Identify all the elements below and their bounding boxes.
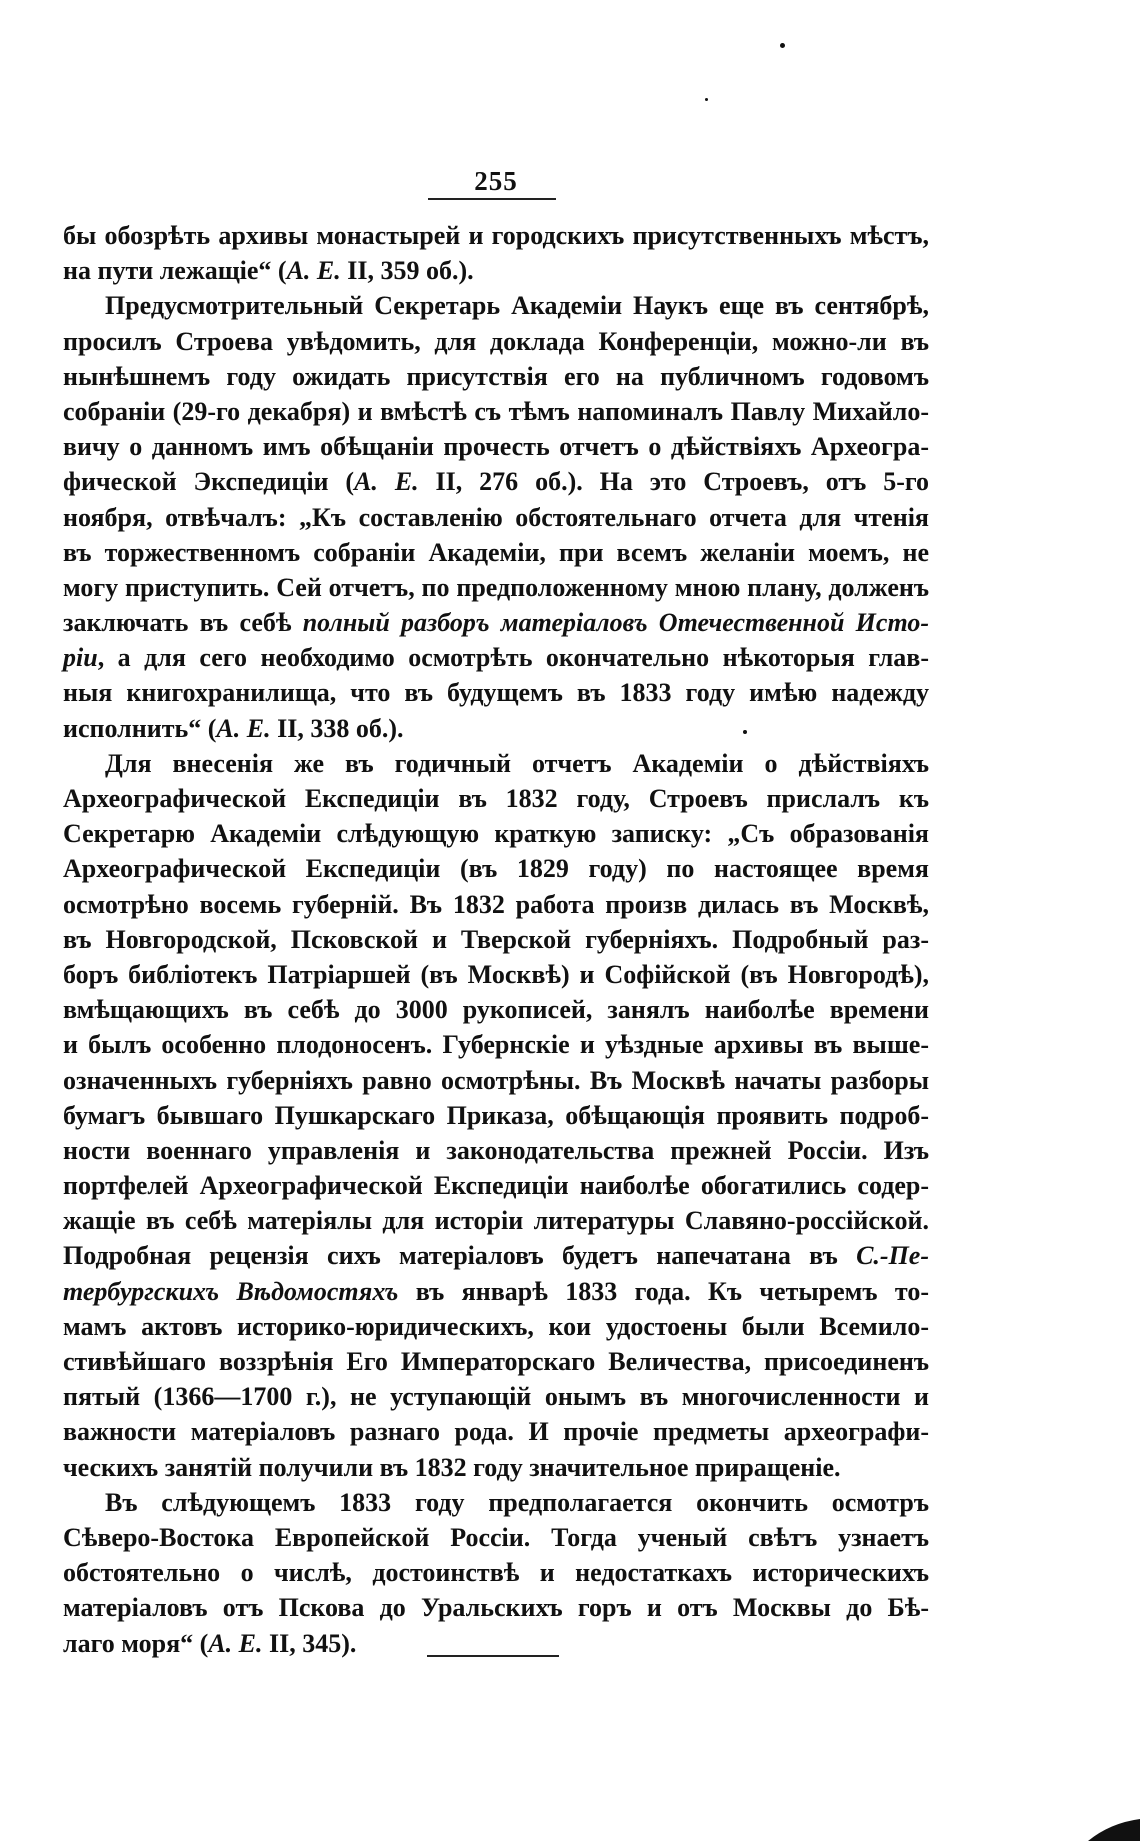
text-line [63,359,929,394]
text-line [63,605,929,640]
text-segment: вмѣщающихъ въ себѣ до 3000 рукописей, занялъ наиболѣе времени [63,995,929,1025]
text-segment: заключать въ себѣ [63,608,303,638]
text-segment: на пути лежащіе“ ( [63,256,287,286]
text-line [63,1379,929,1414]
text-line [63,1344,929,1379]
text-segment: Археографической Експедиціи въ 1832 году, Строевъ прислалъ къ [63,784,929,813]
text-line [63,1309,929,1344]
text-segment: исполнить“ ( [63,713,217,743]
text-segment: лаго моря“ ( [63,1628,209,1658]
text-line [63,1450,929,1485]
text-line [63,1274,929,1309]
print-speck [705,98,708,101]
text-line [63,640,929,675]
text-line [63,1485,929,1520]
end-rule [427,1655,559,1657]
text-line [63,253,929,288]
text-segment: пятый (1366—1700 г.), не уступающій онымъ въ многочисленности и [63,1382,929,1412]
italic-text: А. Е. [354,467,419,497]
text-segment: боръ библіотекъ Патріаршей (въ Москвѣ) и Софійской (въ Новгородѣ), [63,959,929,989]
text-line [63,711,929,746]
text-segment: могу приступить. Сей отчетъ, по предположенному мною плану, долженъ [63,572,929,602]
text-segment: II, 359 об.). [340,256,474,286]
text-segment: мамъ актовъ историко-юридическихъ, кои удостоены были Всемило- [63,1311,929,1341]
text-line [63,781,929,816]
text-line [63,1098,929,1133]
italic-text: полный разборъ матеріаловъ Отечественной Исто- [302,608,929,638]
text-segment: означенныхъ губерніяхъ равно осмотрѣны. Въ Москвѣ начаты разборы [63,1065,929,1095]
text-segment: Предусмотрительный Секретарь Академіи Наукъ еще въ сентябрѣ, [105,291,929,321]
text-segment: въ январѣ 1833 года. Къ четыремъ то- [398,1276,929,1306]
text-segment: Подробная рецензія сихъ матеріаловъ будетъ напечатана въ [63,1241,857,1271]
text-line [63,887,929,922]
text-segment: ноября, отвѣчалъ: „Къ составленію обстоятельнаго отчета для чтенія [63,502,929,532]
text-line [63,1168,929,1203]
text-segment: матеріаловъ отъ Пскова до Уральскихъ горъ и отъ Москвы до Бѣ- [63,1593,929,1623]
text-line [63,816,929,851]
text-segment: осмотрѣно восемь губерній. Въ 1832 работа произв дилась въ Москвѣ, [63,889,929,919]
text-segment: Для внесенія же въ годичный отчетъ Академіи о дѣйствіяхъ [105,748,929,778]
italic-text: ріи [63,643,98,673]
text-line [63,218,929,253]
text-line [63,429,929,464]
print-speck [743,730,747,734]
text-line [63,394,929,429]
text-line [63,535,929,570]
text-line [63,1590,929,1625]
text-segment: вичу о данномъ имъ обѣщаніи прочесть отчетъ о дѣйствіяхъ Археогра- [63,432,929,462]
italic-text: С.-Пе- [856,1241,929,1271]
text-line [63,1520,929,1555]
text-line [63,1414,929,1449]
text-line [63,1063,929,1098]
text-line [63,1133,929,1168]
text-segment: II, 345). [262,1628,357,1658]
text-line [63,288,929,323]
text-segment: II, 338 об.). [270,713,404,743]
page-number-rule [428,198,556,200]
corner-smudge [1080,1801,1140,1841]
text-line [63,957,929,992]
text-segment: ческихъ занятій получили въ 1832 году значительное приращеніе. [63,1452,841,1482]
text-segment: ности военнаго управленія и законодательства прежней Россіи. Изъ [63,1135,929,1165]
text-segment: жащіе въ себѣ матеріялы для исторіи литературы Славяно-россійской. [63,1206,929,1236]
body-text [63,218,929,1661]
text-line [63,746,929,781]
text-segment: нынѣшнемъ году ожидать присутствія его на публичномъ годовомъ [63,361,929,391]
text-line [63,675,929,710]
text-segment: Археографической Експедиціи (въ 1829 году) по настоящее время [63,854,929,884]
text-segment: бы обозрѣть архивы монастырей и городскихъ присутственныхъ мѣстъ, [63,221,929,250]
text-line [63,464,929,499]
text-line [63,1238,929,1273]
italic-text: А. Е. [216,713,271,743]
text-line [63,500,929,535]
text-segment: Сѣверо-Востока Европейской Россіи. Тогда ученый свѣтъ узнаетъ [63,1522,929,1552]
text-line [63,324,929,359]
text-line [63,1555,929,1590]
text-segment: и былъ особенно плодоносенъ. Губернскіе и уѣздные архивы въ выше- [63,1030,929,1060]
italic-text: А. Е. [286,256,341,286]
text-segment: ныя книгохранилища, что въ будущемъ въ 1833 году имѣю надежду [63,678,929,708]
text-segment: бумагъ бывшаго Пушкарскаго Приказа, обѣщающія проявить подроб- [63,1100,929,1130]
text-segment: портфелей Археографической Експедиціи наиболѣе обогатились содер- [63,1171,929,1201]
text-segment: собраніи (29-го декабря) и вмѣстѣ съ тѣмъ напоминалъ Павлу Михайло- [63,396,929,426]
text-segment: въ Новгородской, Псковской и Тверской губерніяхъ. Подробный раз- [63,924,929,954]
italic-text: тербургскихъ Вѣдомостяхъ [63,1276,399,1306]
text-segment: фической Экспедиціи ( [63,467,355,497]
text-segment: въ торжественномъ собраніи Академіи, при всемъ желаніи моемъ, не [63,537,929,567]
text-line [63,922,929,957]
italic-text: А. Е. [208,1628,263,1658]
text-segment: важности матеріаловъ разнаго рода. И прочіе предметы археографи- [63,1417,929,1447]
text-segment: просилъ Строева увѣдомить, для доклада Конференціи, можно-ли въ [63,326,929,356]
text-segment: Секретарю Академіи слѣдующую краткую записку: „Съ образованія [63,819,929,849]
text-line [63,851,929,886]
page-number: 255 [474,166,518,196]
text-segment: Въ слѣдующемъ 1833 году предполагается окончить осмотръ [105,1487,929,1517]
text-segment: II, 276 об.). На это Строевъ, отъ 5-го [418,467,930,497]
text-segment: , а для сего необходимо осмотрѣть окончательно нѣкоторыя глав- [97,643,929,673]
text-line [63,992,929,1027]
text-segment: обстоятельно о числѣ, достоинствѣ и недостаткахъ историческихъ [63,1558,929,1588]
text-line [63,570,929,605]
text-segment: стивѣйшаго воззрѣнія Его Императорскаго Величества, присоединенъ [63,1347,929,1376]
text-line [63,1027,929,1062]
text-line [63,1203,929,1238]
print-speck [780,43,785,48]
